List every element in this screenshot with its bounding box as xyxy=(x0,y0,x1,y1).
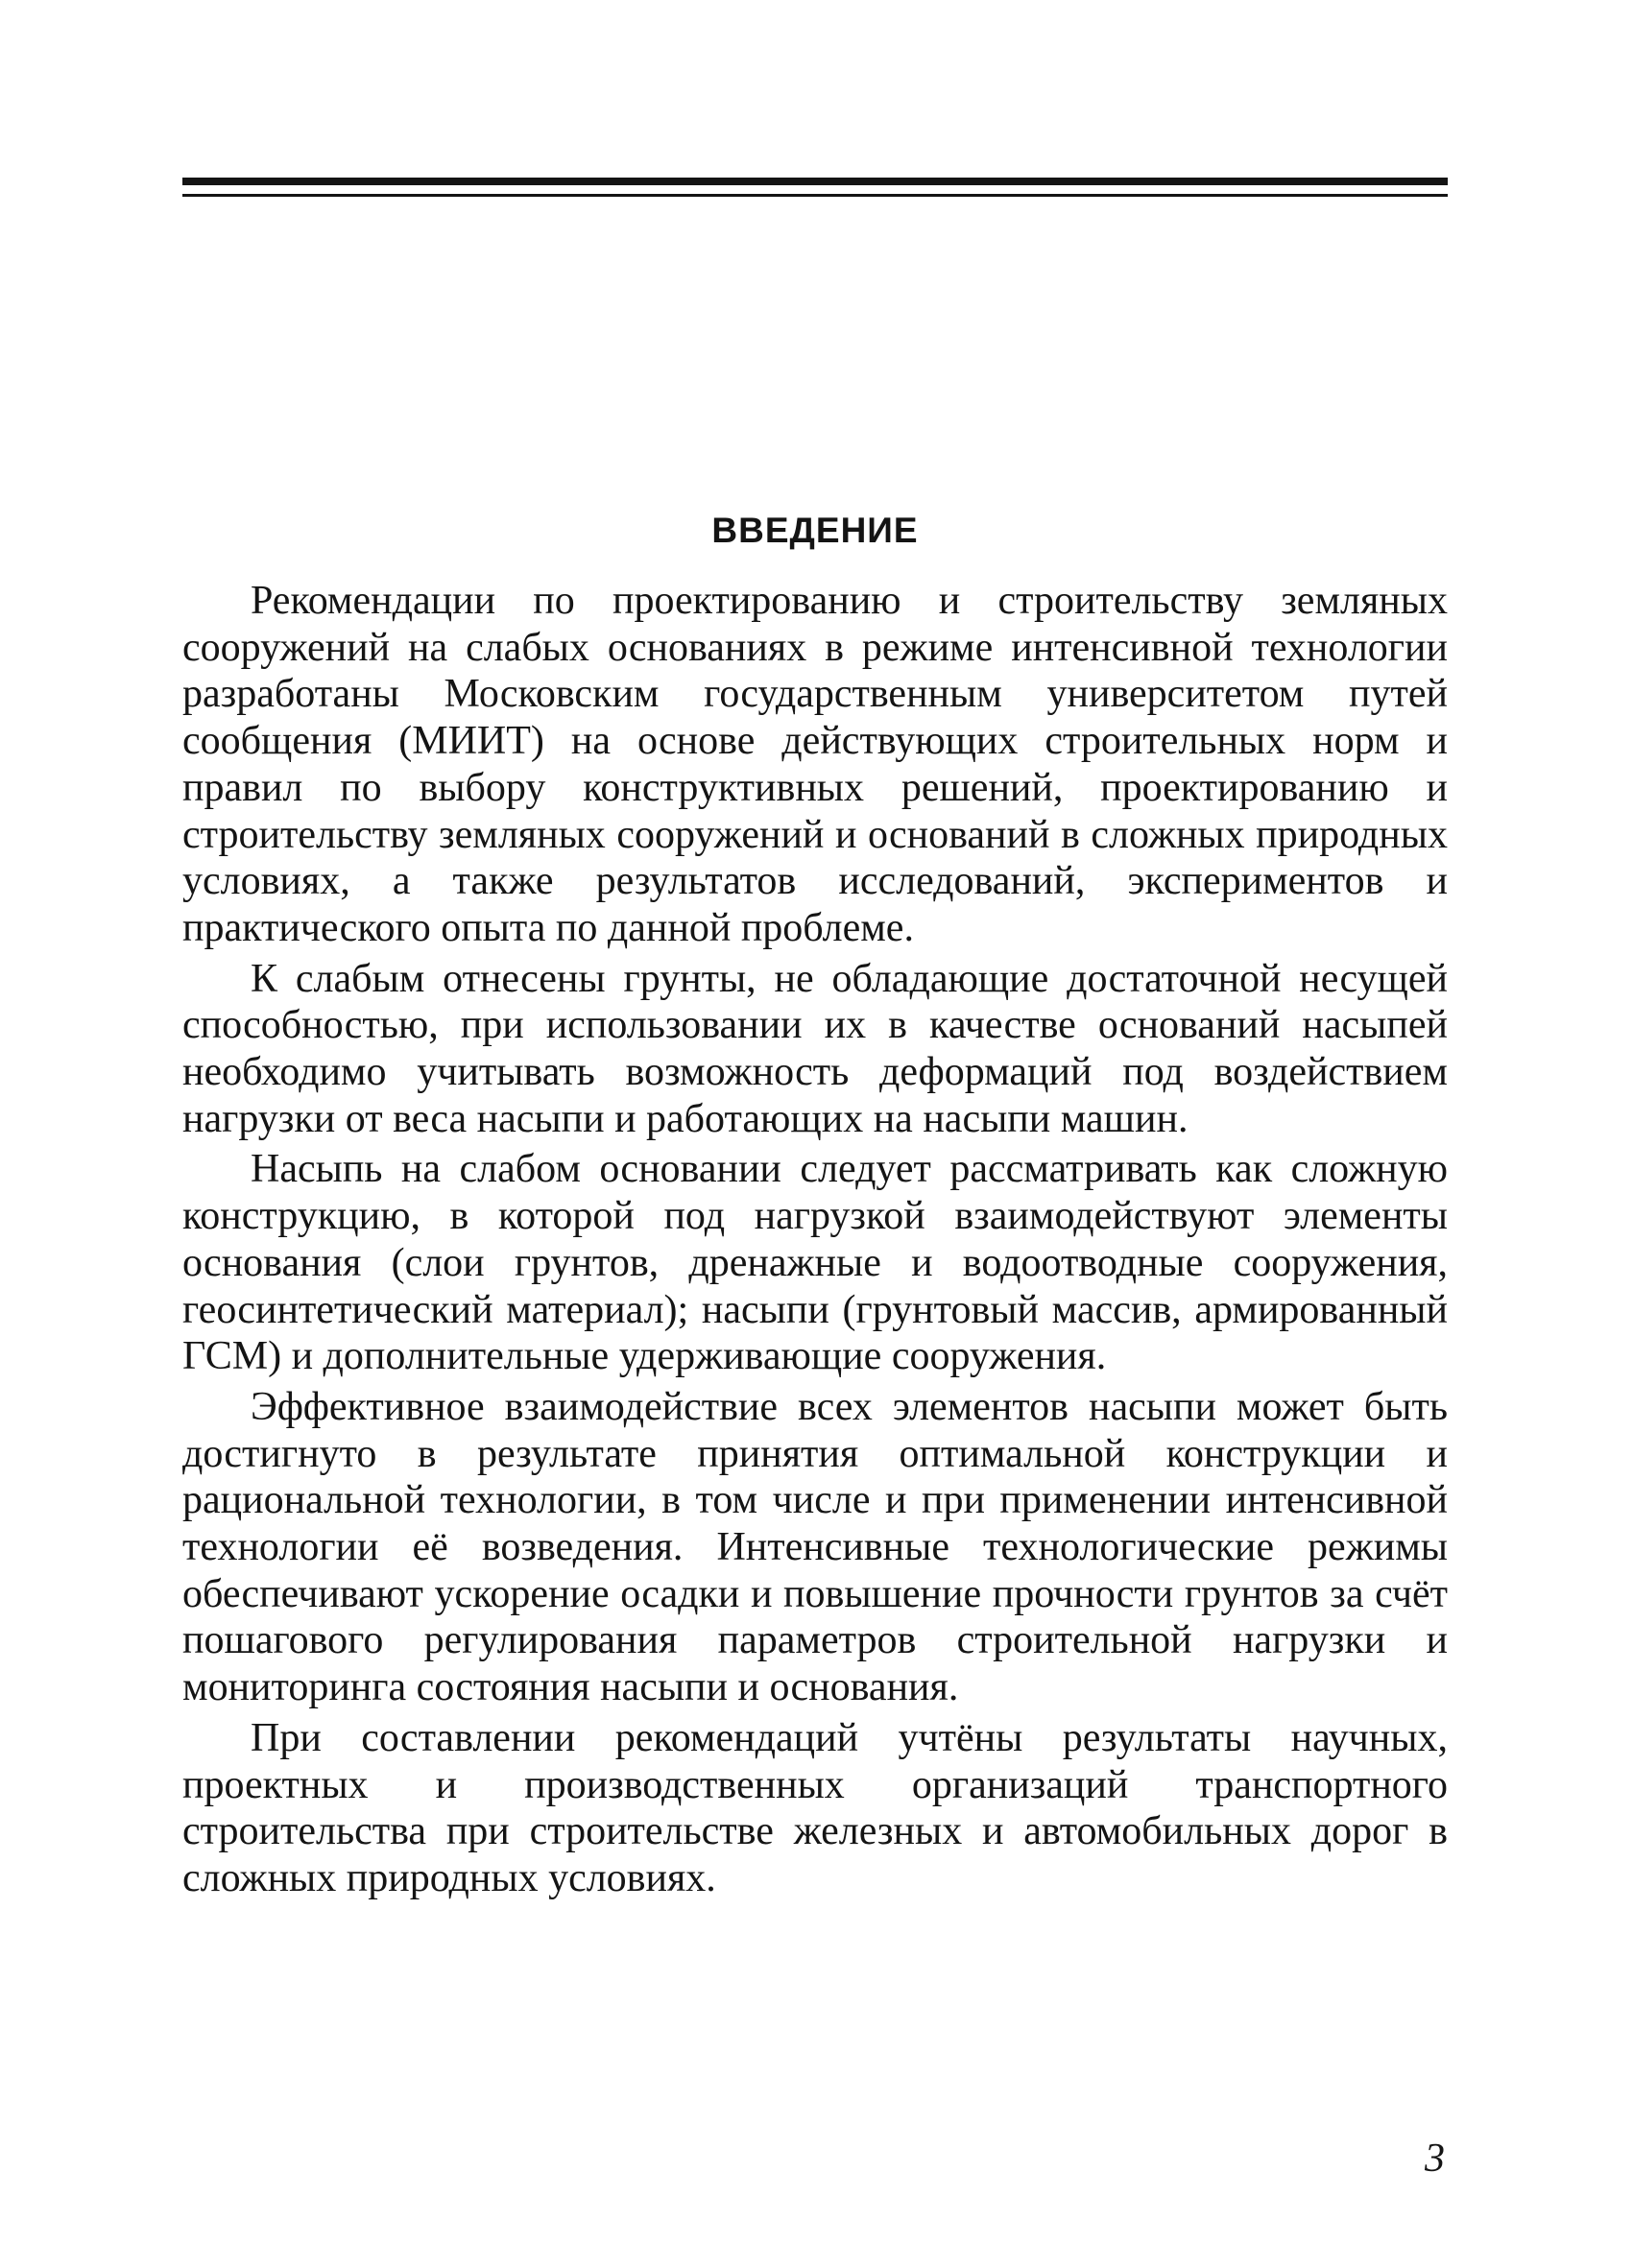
body-text xyxy=(182,578,1448,1906)
paragraph-3: Насыпь на слабом основании следует рассматривать как сложную конструкцию, в которой под нагрузкой взаимодействуют элементы основания (слои грунтов, дренажные и водоотводные сооружения, геосинтетический материал); насыпи (грунтовый массив, армированный ГСМ) и дополнительные удерживающие сооружения. xyxy=(182,1147,1448,1379)
header-rule-thin xyxy=(182,194,1448,197)
paragraph-4: Эффективное взаимодействие всех элементов насыпи может быть достигнуто в результате принятия оптимальной конструкции и рациональной технологии, в том числе и при применении интенсивной технологии её возведения. Интенсивные технологические режимы обеспечивают ускорение осадки и повышение прочности грунтов за счёт пошагового регулирования параметров строительной нагрузки и мониторинга состояния насыпи и основания. xyxy=(182,1384,1448,1710)
paragraph-5: При составлении рекомендаций учтёны результаты научных, проектных и производственных организаций транспортного строительства при строительстве железных и автомобильных дорог в сложных природных условиях. xyxy=(182,1715,1448,1900)
paragraph-1: Рекомендации по проектированию и строительству земляных сооружений на слабых основаниях в режиме интенсивной технологии разработаны Московским государственным университетом путей сообщения (МИИТ) на основе действующих строительных норм и правил по выбору конструктивных решений, проектированию и строительству земляных сооружений и оснований в сложных природных условиях, а также результатов исследований, экспериментов и практического опыта по данной проблеме. xyxy=(182,579,1448,950)
section-heading: ВВЕДЕНИЕ xyxy=(711,511,919,550)
header-rule-thick xyxy=(182,178,1448,185)
page-number: 3 xyxy=(1425,2137,1445,2181)
paragraph-2: К слабым отнесены грунты, не обладающие достаточной несущей способностью, при использовании их в качестве оснований насыпей необходимо учитывать возможность деформаций под воздействием нагрузки от веса насыпи и работающих на насыпи машин. xyxy=(182,956,1448,1141)
